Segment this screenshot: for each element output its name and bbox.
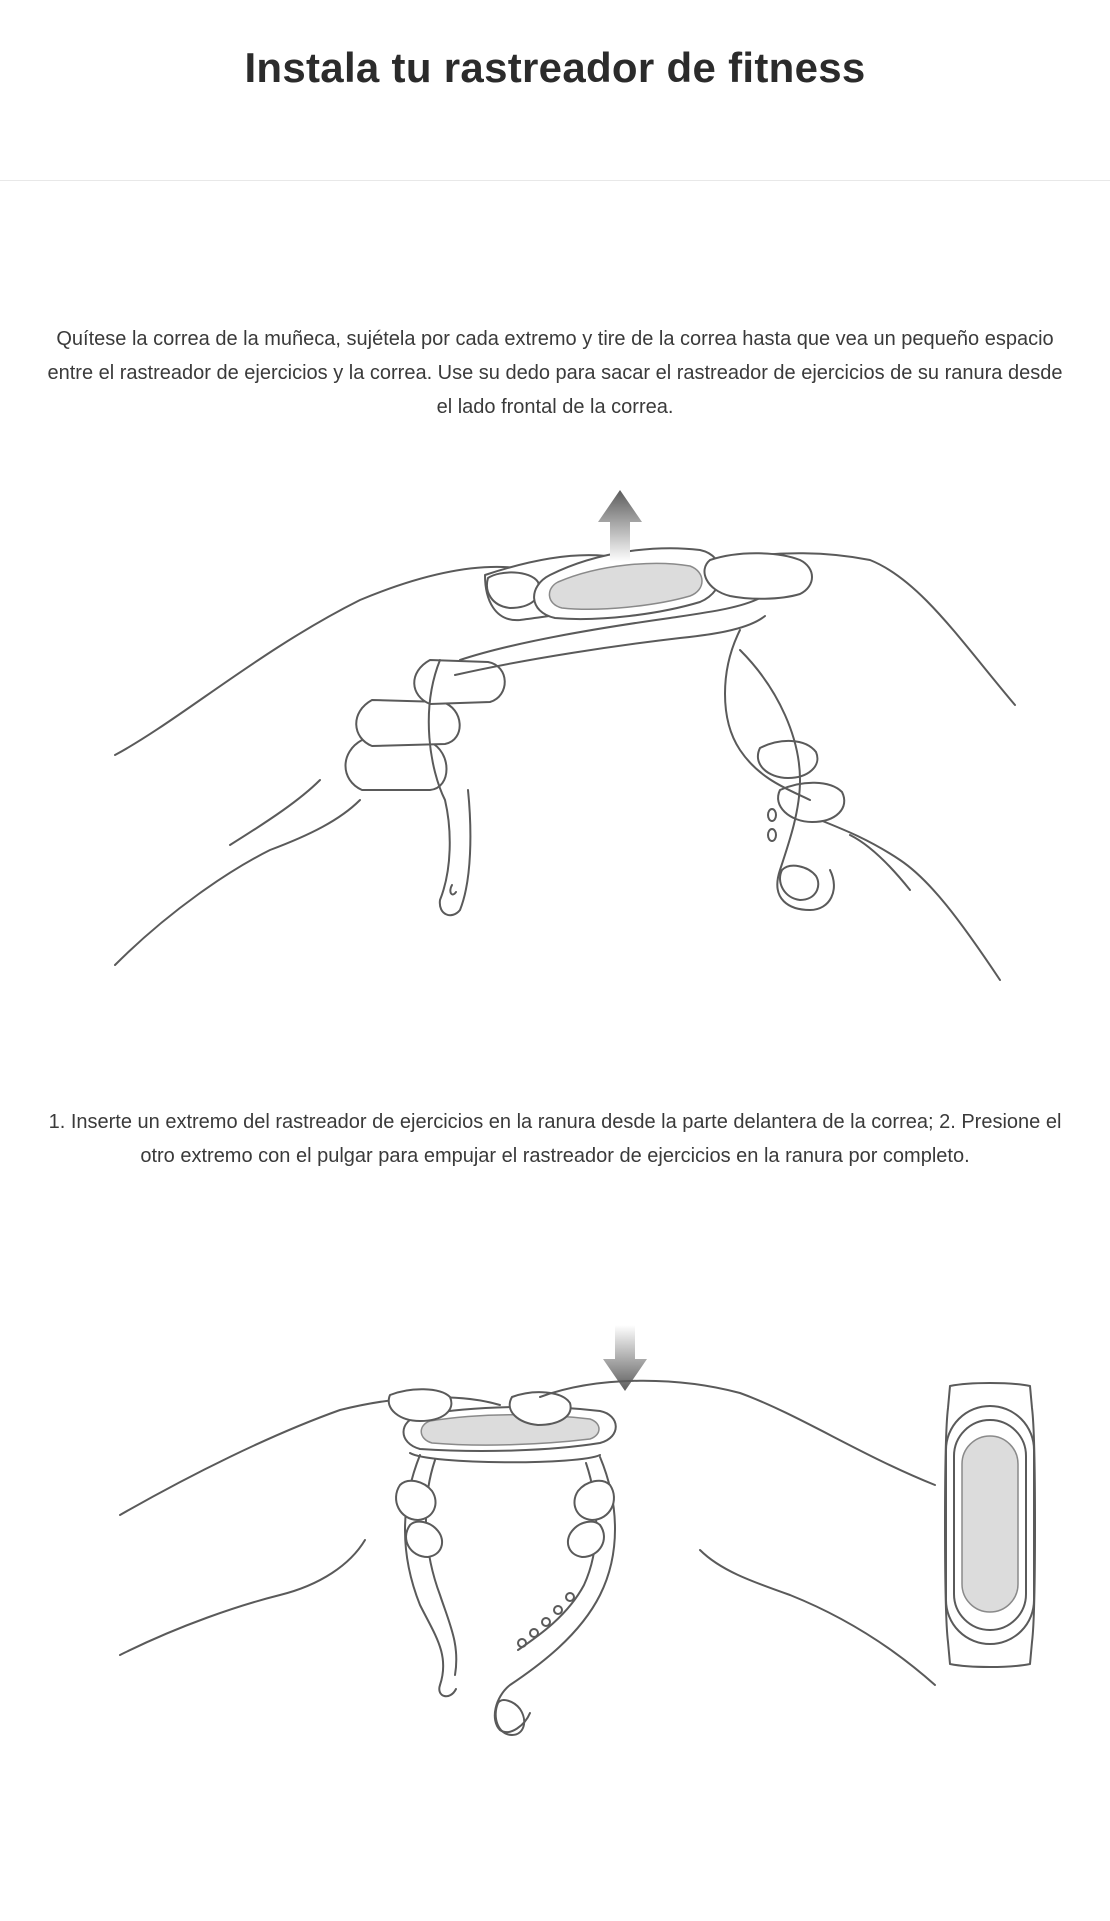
left-arm-lower-line bbox=[120, 1540, 365, 1655]
left-arm-lower-line bbox=[115, 800, 360, 965]
left-thumb bbox=[389, 1389, 452, 1421]
right-finger-2 bbox=[758, 741, 818, 778]
strap-hole-5 bbox=[518, 1639, 526, 1647]
left-finger-1 bbox=[346, 740, 447, 790]
right-finger-1 bbox=[574, 1481, 613, 1520]
right-finger-2 bbox=[568, 1522, 604, 1557]
strap-left-hole bbox=[450, 885, 456, 894]
tracker-screen bbox=[421, 1415, 599, 1445]
strap-right-hole-2 bbox=[768, 829, 776, 841]
strap-loop bbox=[496, 1700, 524, 1735]
remove-tracker-illustration bbox=[100, 490, 1040, 1000]
strap-hole-4 bbox=[530, 1629, 538, 1637]
strap-hole-2 bbox=[554, 1606, 562, 1614]
step-1-instructions: Quítese la correa de la muñeca, sujétela por cada extremo y tire de la correa hasta que vea un pequeño espacio entre el rastreador de ejercicios y la correa. Use su dedo para sacar el rastreador de ejercicios de su ranura desde el lado frontal de la correa. bbox=[47, 328, 1063, 418]
strap-frame bbox=[410, 1453, 600, 1462]
left-thumbnail bbox=[487, 572, 539, 608]
page-header bbox=[0, 0, 1110, 181]
right-arm-lower-line bbox=[700, 1550, 935, 1685]
strap-hole-1 bbox=[566, 1593, 574, 1601]
step-2-instructions: 1. Inserte un extremo del rastreador de ejercicios en la ranura desde la parte delantera de la correa; 2. Presione el otro extremo con el pulgar para empujar el rastreador de ejercicios en la ranura por completo. bbox=[48, 1111, 1062, 1167]
left-finger-2 bbox=[406, 1522, 442, 1557]
insert-tracker-illustration bbox=[100, 1325, 980, 1765]
right-arm-lower-line bbox=[820, 820, 1000, 980]
strap-right bbox=[740, 650, 834, 910]
right-wrist-line bbox=[850, 835, 910, 890]
left-finger-2 bbox=[356, 700, 459, 746]
right-thumb bbox=[704, 553, 812, 599]
strap-middle-2 bbox=[455, 616, 765, 675]
page-title: Instala tu rastreador de fitness bbox=[244, 44, 866, 91]
strap-hole-3 bbox=[542, 1618, 550, 1626]
installed-tracker-illustration bbox=[940, 1380, 1040, 1670]
left-finger-1 bbox=[396, 1481, 435, 1520]
strap-right-loop bbox=[780, 866, 818, 900]
tracker-screen bbox=[962, 1436, 1018, 1612]
strap-right-hole-1 bbox=[768, 809, 776, 821]
